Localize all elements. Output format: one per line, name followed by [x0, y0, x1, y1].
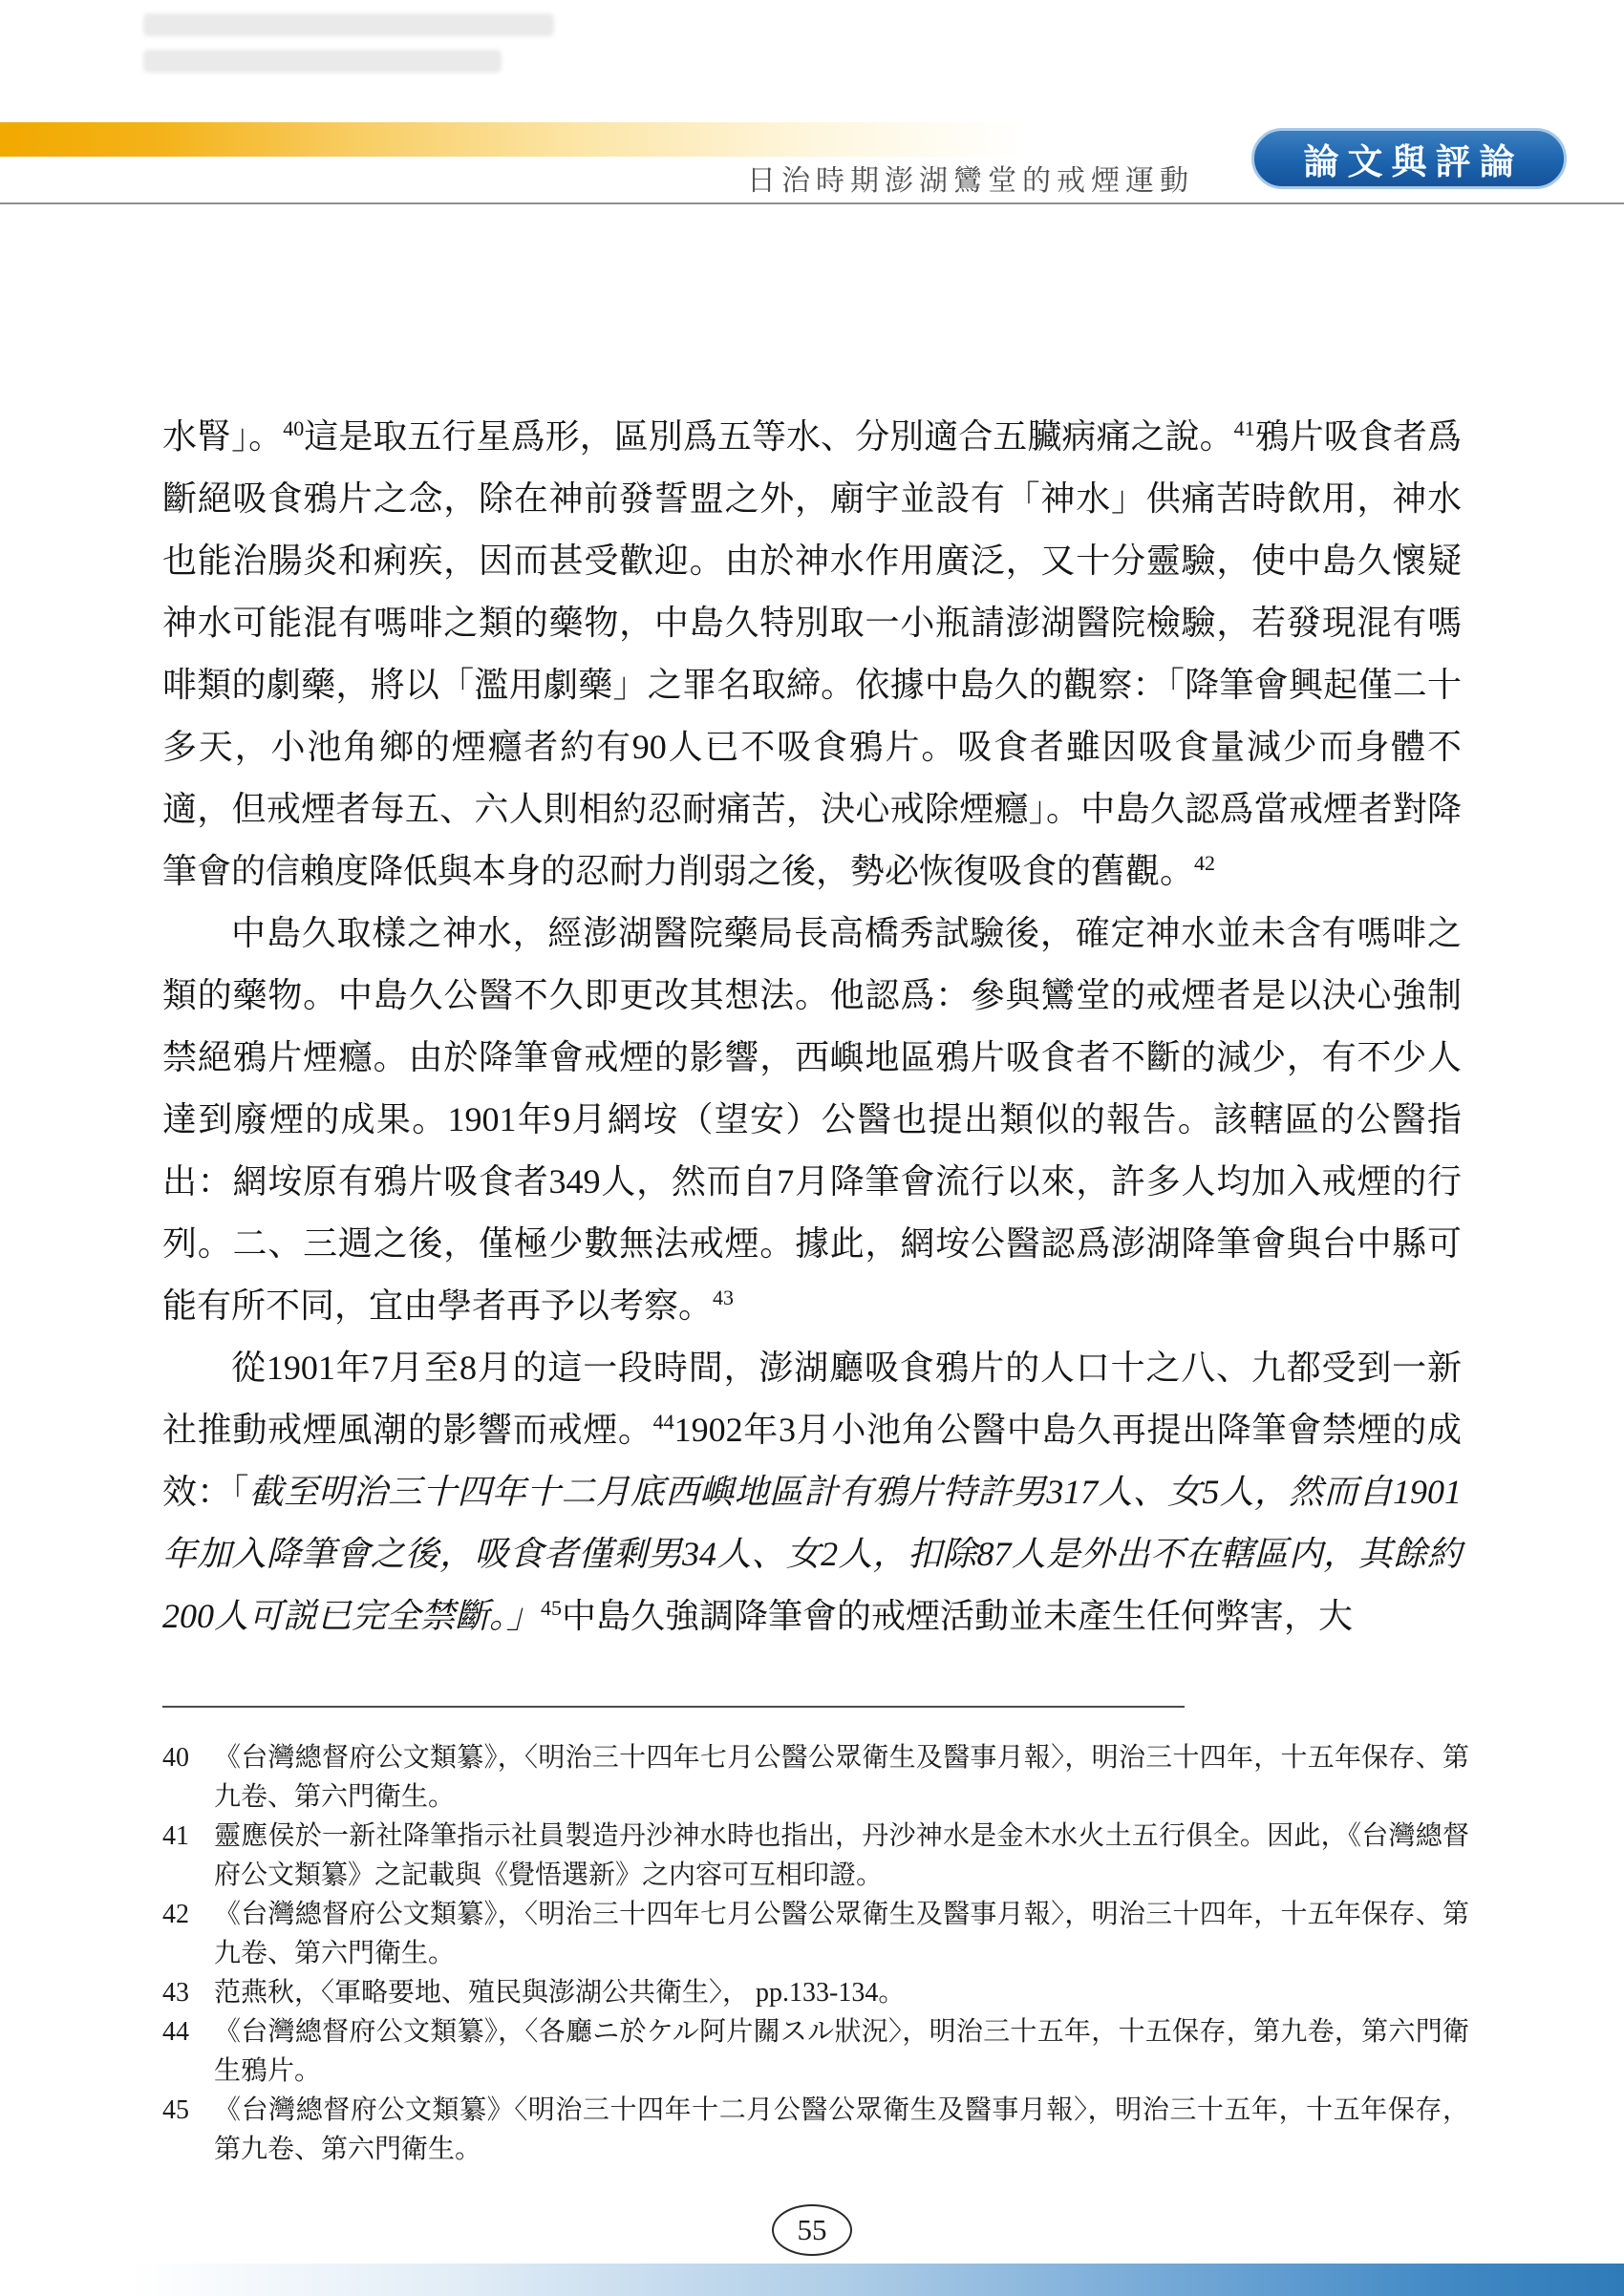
page-number-oval: [772, 2204, 852, 2256]
section-badge: 論文與評論: [1251, 128, 1567, 189]
body-text: 1902年3月小池角公醫中島久再提出降筆會禁煙的成效：「: [162, 1411, 1462, 1511]
footer-gradient-band: [0, 2264, 1624, 2296]
footnote-number: 41: [162, 1821, 189, 1851]
body-text: 中島久強調降筆會的戒煙活動並未產生任何弊害，大: [562, 1597, 1354, 1635]
paragraph: [162, 1337, 1462, 1648]
page-number: 55: [797, 2213, 827, 2246]
body-text: 中島久取樣之神水，經澎湖醫院藥局長高橋秀試驗後，確定神水並未含有嗎啡之類的藥物。中島久公醫不久即更改其想法。他認爲：參與鸞堂的戒煙者是以決心強制禁絕鴉片煙癮。由於降筆會戒煙的影響，西嶼地區鴉片吸食者不斷的減少，有不少人達到廢煙的成果。1901年9月網垵（望安）公醫也提出類似的報告。該轄區的公醫指出：網垵原有鴉片吸食者349人，然而自7月降筆會流行以來，許多人均加入戒煙的行列。二、三週之後，僅極少數無法戒煙。據此，網垵公醫認爲澎湖降筆會與台中縣可能有所不同，宜由學者再予以考察。: [162, 914, 1462, 1325]
footnote-separator: [162, 1706, 1185, 1708]
footnote-ref-43: 43: [713, 1286, 735, 1309]
footnote-ref-42: 42: [1194, 851, 1216, 875]
footnote-number: 40: [162, 1743, 189, 1773]
footnote-text: 《台灣總督府公文類纂》，〈各廳ニ於ケル阿片關スル狀況〉，明治三十五年，十五保存，第九卷，第六門衛生鴉片。: [214, 2017, 1469, 2086]
quoted-text: 截至明治三十四年十二月底西嶼地區計有鴉片特許男317人、女5人，然而自1901年加入降筆會之後，吸食者僅剩男34人、女2人，扣除87人是外出不在轄區内，其餘約200人可説已完全禁斷。」: [162, 1473, 1462, 1635]
footnote-text: 范燕秋，〈軍略要地、殖民與澎湖公共衛生〉， pp.133-134。: [214, 1978, 906, 2008]
print-through-artifact: [143, 50, 502, 73]
body-text: 鴉片吸食者爲斷絕吸食鴉片之念，除在神前發誓盟之外，廟宇並設有「神水」供痛苦時飲用，神水也能治腸炎和痢疾，因而甚受歡迎。由於神水作用廣泛，又十分靈驗，使中島久懷疑神水可能混有嗎啡之類的藥物，中島久特別取一小瓶請澎湖醫院檢驗，若發現混有嗎啡類的劇藥，將以「濫用劇藥」之罪名取締。依據中島久的觀察：「降筆會興起僅二十多天，小池角鄉的煙癮者約有90人已不吸食鴉片。吸食者雖因吸食量減少而身體不適，但戒煙者每五、六人則相約忍耐痛苦，決心戒除煙癮」。中島久認爲當戒煙者對降筆會的信賴度降低與本身的忍耐力削弱之後，勢必恢復吸食的舊觀。: [162, 417, 1462, 890]
footnote-number: 44: [162, 2017, 189, 2047]
footnote: [162, 1973, 1469, 2012]
header-rule: [0, 202, 1624, 204]
footnote: [162, 1738, 1469, 1817]
footnote-ref-44: 44: [652, 1410, 674, 1434]
paragraph: [162, 406, 1462, 903]
body-text: 從1901年7月至8月的這一段時間，澎湖廳吸食鴉片的人口十之八、九都受到一新社推動戒煙風潮的影響而戒煙。: [162, 1349, 1462, 1449]
footnote-number: 43: [162, 1978, 189, 2008]
print-through-artifact: [143, 13, 554, 36]
paragraph: [162, 903, 1462, 1337]
footnote: [162, 2012, 1469, 2091]
body-text: 水腎」。: [162, 417, 284, 456]
footnote-text: 《台灣總督府公文類纂》〈明治三十四年十二月公醫公眾衛生及醫事月報〉，明治三十五年，十五年保存，第九卷、第六門衛生。: [214, 2095, 1469, 2164]
footnote-number: 45: [162, 2095, 189, 2125]
footnote-ref-45: 45: [541, 1596, 563, 1620]
footnote-ref-40: 40: [283, 416, 305, 440]
running-title: 日治時期澎湖鸞堂的戒煙運動: [747, 165, 1194, 197]
footnote-number: 42: [162, 1900, 189, 1929]
footnote: [162, 1895, 1469, 1973]
footnote-text: 靈應侯於一新社降筆指示社員製造丹沙神水時也指出，丹沙神水是金木水火土五行俱全。因此，《台灣總督府公文類纂》之記載與《覺悟選新》之内容可互相印證。: [214, 1821, 1469, 1890]
footnote-text: 《台灣總督府公文類纂》，〈明治三十四年七月公醫公眾衛生及醫事月報〉，明治三十四年，十五年保存、第九卷、第六門衛生。: [214, 1900, 1469, 1968]
body-text: 這是取五行星爲形，區別爲五等水、分別適合五臟病痛之說。: [304, 417, 1234, 456]
footnote: [162, 1817, 1469, 1895]
footnotes: [162, 1738, 1469, 2169]
footnote-text: 《台灣總督府公文類纂》，〈明治三十四年七月公醫公眾衛生及醫事月報〉，明治三十四年，十五年保存、第九卷、第六門衛生。: [214, 1743, 1469, 1812]
footnote-ref-41: 41: [1233, 416, 1255, 440]
article-body: [162, 406, 1462, 1648]
footnote: [162, 2091, 1469, 2169]
